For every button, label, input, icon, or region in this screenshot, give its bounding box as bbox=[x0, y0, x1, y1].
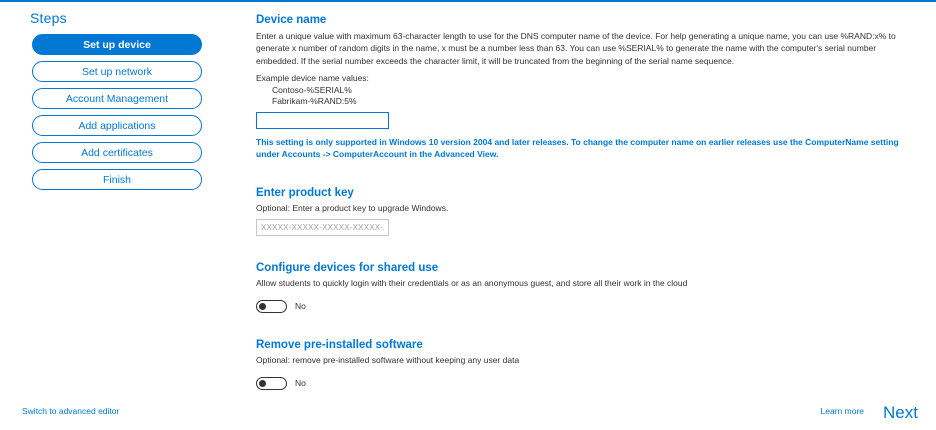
step-account-management[interactable]: Account Management bbox=[32, 88, 202, 109]
remove-software-heading: Remove pre-installed software bbox=[256, 338, 423, 351]
device-name-example-2: Fabrikam-%RAND:5% bbox=[272, 95, 357, 106]
device-name-input[interactable] bbox=[256, 112, 389, 129]
remove-software-description: Optional: remove pre-installed software without keeping any user data bbox=[256, 354, 520, 365]
remove-software-toggle-label: No bbox=[295, 378, 306, 389]
shared-use-toggle-row bbox=[256, 300, 906, 313]
steps-panel bbox=[22, 10, 222, 196]
product-key-input[interactable] bbox=[256, 219, 389, 236]
step-add-applications[interactable]: Add applications bbox=[32, 115, 202, 136]
step-finish[interactable]: Finish bbox=[32, 169, 202, 190]
device-name-help-text: Enter a unique value with maximum 63-character length to use for the DNS computer name of the device. For help generating a unique name, you can use %RAND:x% to generate x number of random digits in the name, x must be a number less than 63. You can use %SERIAL% to generate the name with the computer's serial number embedded. If the serial number exceeds the character limit, it will be truncated from the beginning of the serial name sequence. bbox=[256, 31, 896, 66]
device-name-examples-label: Example device name values: bbox=[256, 72, 369, 83]
product-key-description: Optional: Enter a product key to upgrade Windows. bbox=[256, 202, 449, 213]
step-set-up-network[interactable]: Set up network bbox=[32, 61, 202, 82]
product-key-heading: Enter product key bbox=[256, 186, 354, 199]
shared-use-section bbox=[256, 262, 906, 313]
device-name-section bbox=[256, 14, 906, 161]
learn-more-link[interactable]: Learn more bbox=[820, 406, 864, 416]
toggle-knob-icon bbox=[259, 303, 266, 310]
device-name-note: This setting is only supported in Windows 10 version 2004 and later releases. To change the computer name on earlier releases use the ComputerName setting under Accounts -> ComputerAccount in the Advanced View. bbox=[256, 136, 899, 160]
shared-use-description: Allow students to quickly login with their credentials or as an anonymous guest, and store all their work in the cloud bbox=[256, 277, 688, 288]
remove-software-toggle[interactable] bbox=[256, 377, 287, 390]
product-key-section bbox=[256, 187, 906, 236]
main-content bbox=[256, 14, 906, 390]
step-set-up-device[interactable]: Set up device bbox=[32, 34, 202, 55]
switch-to-advanced-editor-link[interactable]: Switch to advanced editor bbox=[22, 406, 120, 416]
remove-software-section bbox=[256, 339, 906, 390]
device-name-example-1: Contoso-%SERIAL% bbox=[272, 84, 352, 95]
shared-use-heading: Configure devices for shared use bbox=[256, 261, 439, 274]
next-button[interactable]: Next bbox=[883, 403, 918, 422]
wizard-page bbox=[0, 2, 936, 430]
device-name-heading: Device name bbox=[256, 14, 327, 26]
toggle-knob-icon bbox=[259, 380, 266, 387]
remove-software-toggle-row bbox=[256, 377, 906, 390]
step-add-certificates[interactable]: Add certificates bbox=[32, 142, 202, 163]
shared-use-toggle-label: No bbox=[295, 301, 306, 312]
steps-title: Steps bbox=[30, 10, 67, 26]
shared-use-toggle[interactable] bbox=[256, 300, 287, 313]
